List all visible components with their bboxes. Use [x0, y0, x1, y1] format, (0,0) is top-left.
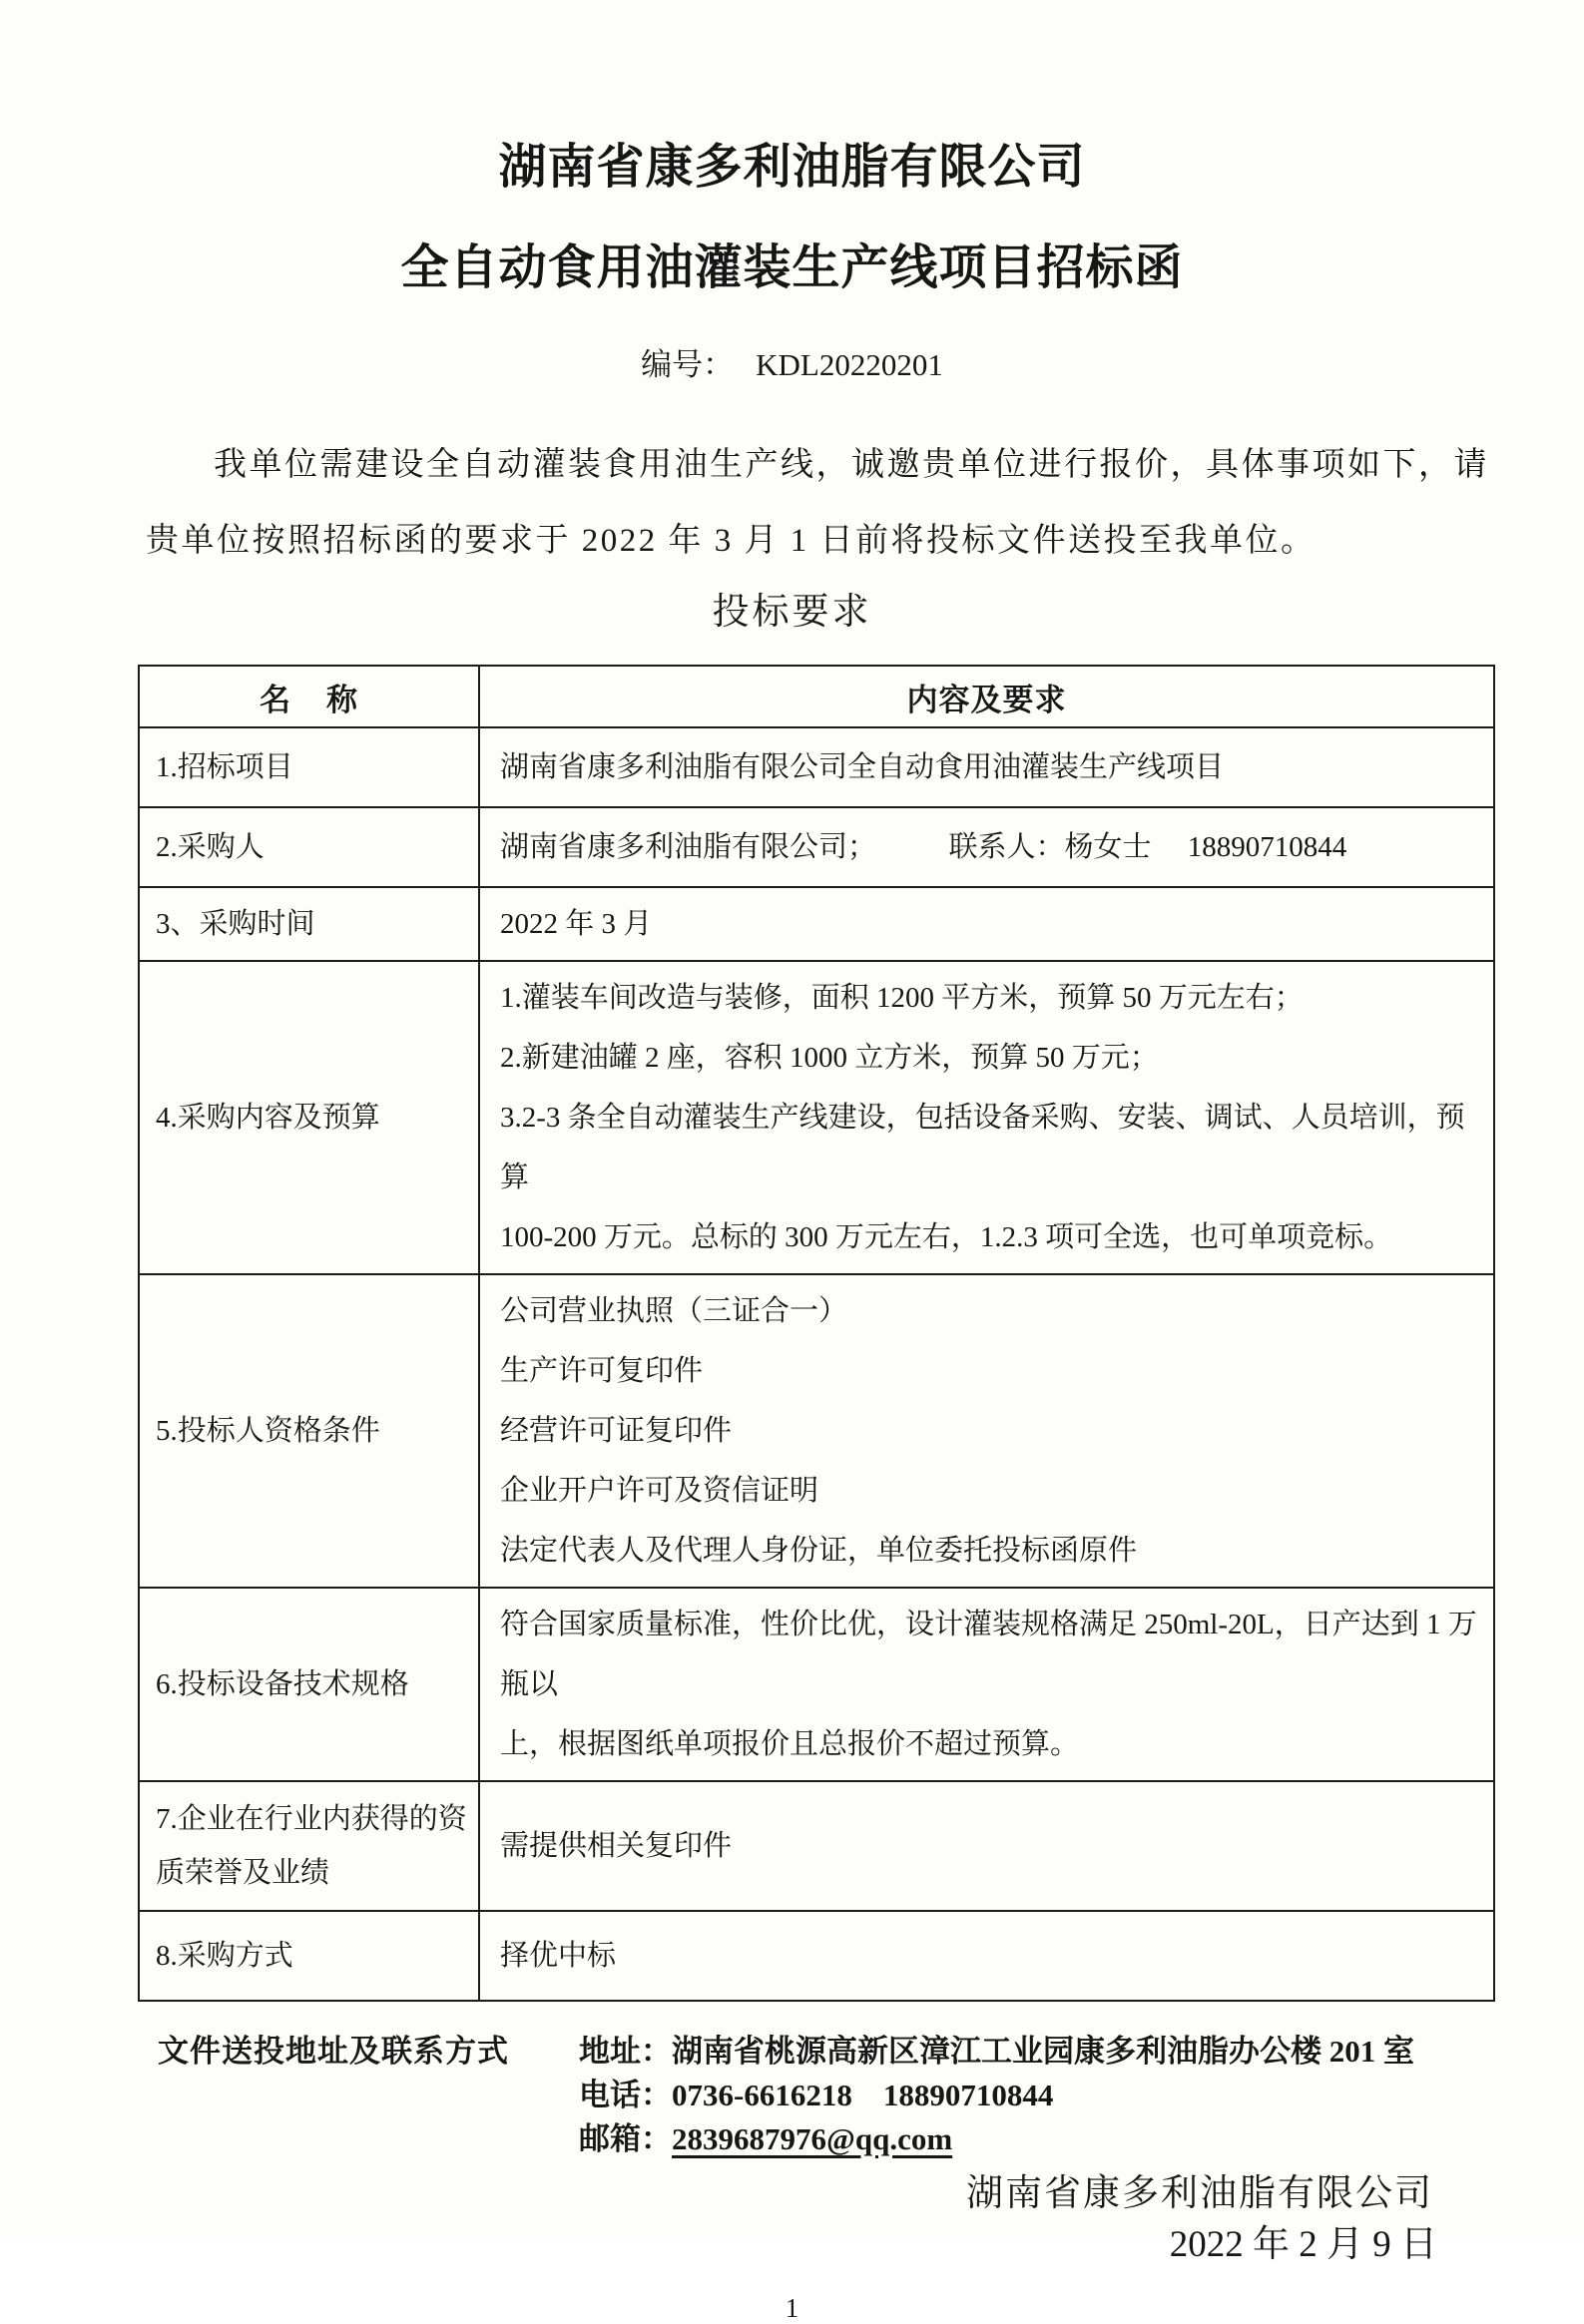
- content-line: 2.新建油罐 2 座，容积 1000 立方米，预算 50 万元；: [500, 1042, 1159, 1074]
- address-value: 湖南省桃源高新区漳江工业园康多利油脂办公楼 201 室: [672, 2034, 1414, 2069]
- address-label: 地址：: [579, 2034, 672, 2069]
- content-line: 湖南省康多利油脂有限公司全自动食用油灌装生产线项目: [500, 751, 1225, 783]
- row-name-cell: 5.投标人资格条件: [139, 1274, 479, 1588]
- content-line: 上，根据图纸单项报价且总报价不超过预算。: [500, 1728, 1080, 1760]
- intro-line-1: 我单位需建设全自动灌装食用油生产线，诚邀贵单位进行报价，具体事项如下，请: [214, 447, 1489, 483]
- intro-paragraph: [146, 427, 1495, 579]
- footer-phone-line: [138, 2074, 1495, 2117]
- table-row: [139, 727, 1494, 807]
- footer-contact-block: [138, 2030, 1495, 2271]
- header-content-column: 内容及要求: [479, 666, 1494, 727]
- requirements-table-head: [139, 666, 1494, 727]
- content-line: 100-200 万元。总标的 300 万元左右，1.2.3 项可全选，也可单项竞标。: [500, 1221, 1393, 1253]
- content-line: 3.2-3 条全自动灌装生产线建设，包括设备采购、安装、调试、人员培训，预算: [500, 1102, 1465, 1193]
- document-number-line: [0, 347, 1584, 383]
- signature-date: 2022 年 2 月 9 日: [1169, 2224, 1437, 2265]
- content-line: 公司营业执照（三证合一）: [500, 1295, 848, 1327]
- page-number: 1: [785, 2293, 799, 2323]
- row-content-cell: [479, 1588, 1494, 1781]
- phone-value: 0736-6616218 18890710844: [672, 2078, 1054, 2112]
- table-row: [139, 1274, 1494, 1588]
- row-content-cell: [479, 1274, 1494, 1588]
- row-content-cell: [479, 961, 1494, 1274]
- document-header: [0, 0, 1584, 383]
- footer-email-line: [138, 2117, 1495, 2161]
- signature-company: 湖南省康多利油脂有限公司: [966, 2173, 1433, 2214]
- header-name-column: 名 称: [139, 666, 479, 727]
- content-line: 符合国家质量标准，性价比优，设计灌装规格满足 250ml-20L，日产达到 1 万瓶以: [500, 1609, 1477, 1700]
- content-line: 择优中标: [500, 1940, 617, 1972]
- row-content-cell: [479, 727, 1494, 807]
- content-line: 法定代表人及代理人身份证，单位委托投标函原件: [500, 1535, 1138, 1567]
- row-name-cell: 6.投标设备技术规格: [139, 1588, 479, 1781]
- row-name-cell: 4.采购内容及预算: [139, 961, 479, 1274]
- table-row: [139, 1911, 1494, 2001]
- row-name-cell: 8.采购方式: [139, 1911, 479, 2001]
- row-content-cell: [479, 887, 1494, 961]
- footer-address-line: [138, 2030, 1495, 2074]
- row-name-cell: 3、采购时间: [139, 887, 479, 961]
- table-row: [139, 1781, 1494, 1911]
- row-name-cell: 2.采购人: [139, 807, 479, 887]
- phone-label: 电话：: [579, 2078, 672, 2112]
- page-title: 湖南省康多利油脂有限公司: [498, 141, 1086, 194]
- row-content-cell: [479, 1781, 1494, 1911]
- content-line: 需提供相关复印件: [500, 1830, 733, 1862]
- content-line: 2022 年 3 月: [500, 908, 653, 940]
- table-row: [139, 1588, 1494, 1781]
- row-content-cell: [479, 807, 1494, 887]
- table-row: [139, 887, 1494, 961]
- row-content-cell: [479, 1911, 1494, 2001]
- row-name-cell: 7.企业在行业内获得的资质荣誉及业绩: [139, 1781, 479, 1911]
- doc-number-value: KDL20220201: [756, 347, 943, 382]
- content-line: 经营许可证复印件: [500, 1415, 733, 1447]
- row-name-cell: 1.招标项目: [139, 727, 479, 807]
- contact-label: 文件送投地址及联系方式: [158, 2034, 509, 2069]
- doc-number-label: 编号：: [641, 347, 735, 382]
- requirements-table: [138, 665, 1495, 2002]
- email-label: 邮箱：: [579, 2121, 672, 2156]
- requirements-table-body: [139, 727, 1494, 2001]
- email-value: 2839687976@qq.com: [672, 2121, 953, 2156]
- content-line: 1.灌装车间改造与装修，面积 1200 平方米，预算 50 万元左右；: [500, 982, 1304, 1014]
- content-line: 生产许可复印件: [500, 1355, 704, 1387]
- table-row: [139, 961, 1494, 1274]
- content-line: 湖南省康多利油脂有限公司； 联系人：杨女士 18890710844: [500, 831, 1347, 863]
- table-header-row: [139, 666, 1494, 727]
- intro-line-2: 贵单位按照招标函的要求于 2022 年 3 月 1 日前将投标文件送投至我单位。: [146, 523, 1317, 559]
- table-title: 投标要求: [712, 592, 872, 633]
- document-subtitle: 全自动食用油灌装生产线项目招标函: [400, 241, 1184, 294]
- table-row: [139, 807, 1494, 887]
- content-line: 企业开户许可及资信证明: [500, 1475, 819, 1507]
